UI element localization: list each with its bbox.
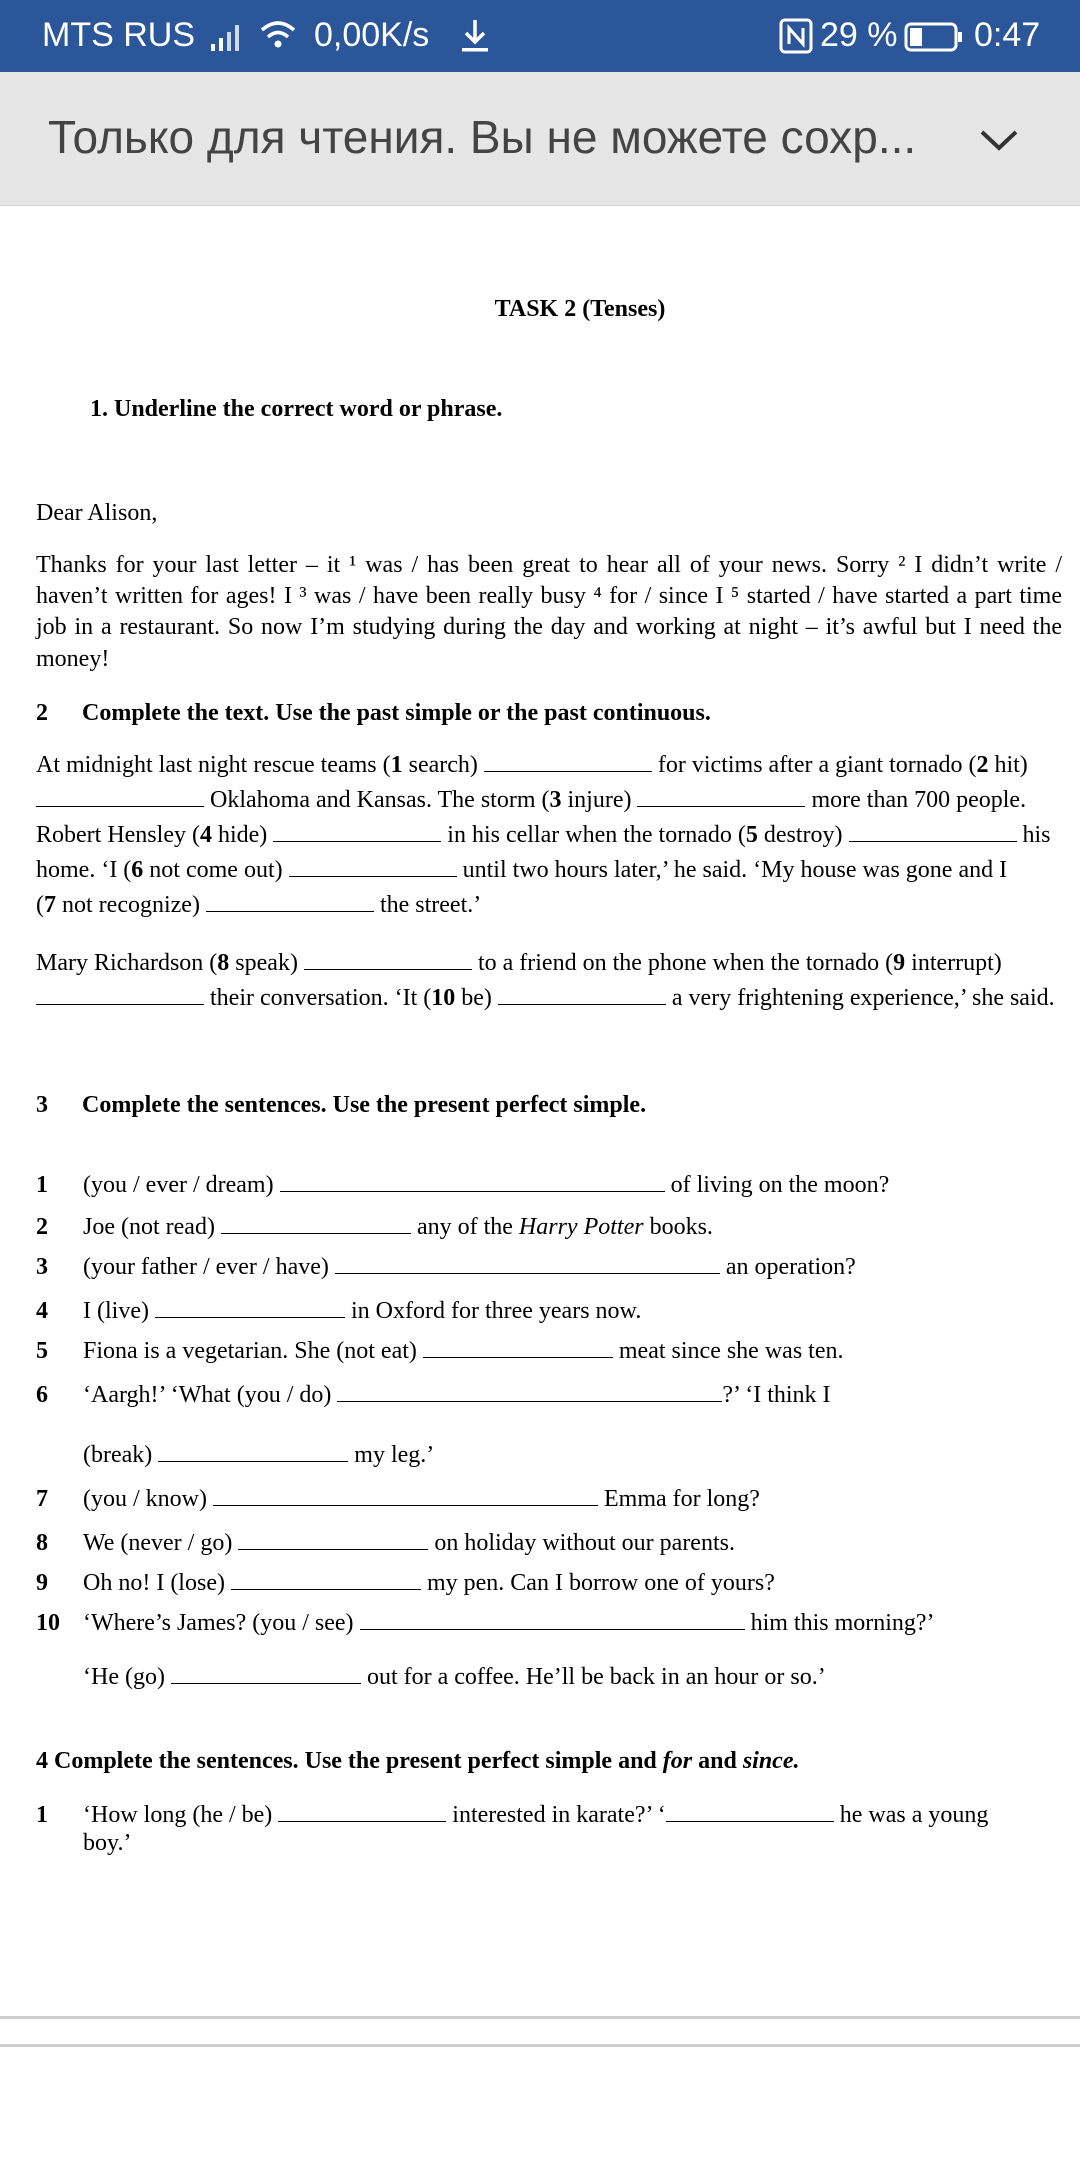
answer-blank xyxy=(213,1484,598,1506)
item-number: 9 xyxy=(36,1570,48,1596)
list-item xyxy=(36,1380,831,1411)
battery-icon xyxy=(904,22,964,52)
list-item-continuation xyxy=(83,1828,131,1859)
text: of living on the moon? xyxy=(664,1172,890,1198)
answer-blank xyxy=(221,1212,411,1234)
answer-blank xyxy=(231,1568,421,1590)
item-number: 4 xyxy=(199,822,212,848)
text: Emma for long? xyxy=(597,1486,760,1512)
answer-blank xyxy=(280,1170,665,1192)
clock: 0:47 xyxy=(974,16,1041,54)
text: his xyxy=(1016,822,1051,848)
list-item-continuation xyxy=(83,1662,826,1693)
item-number: 8 xyxy=(36,1530,48,1556)
text: in his cellar when the tornado ( xyxy=(441,822,746,848)
list-item xyxy=(36,1296,641,1327)
list-item xyxy=(36,1212,713,1243)
text: 4 Complete the sentences. Use the present perfect simple and xyxy=(36,1748,663,1774)
text: hit) xyxy=(988,752,1028,778)
item-number: 3 xyxy=(36,1254,48,1280)
text: speak) xyxy=(229,950,304,976)
list-item xyxy=(36,1608,935,1639)
text-line xyxy=(36,750,1028,781)
keyword: since. xyxy=(742,1748,800,1774)
text-line xyxy=(36,983,1055,1014)
list-item xyxy=(36,1336,843,1367)
exercise-title: Complete the text. Use the past simple or the past continuous. xyxy=(82,700,711,726)
item-number: 7 xyxy=(44,892,56,918)
text: books. xyxy=(643,1214,713,1240)
answer-blank xyxy=(304,948,472,970)
text: (break) xyxy=(83,1442,159,1468)
text: not recognize) xyxy=(56,892,206,918)
text: ?’ ‘I think I xyxy=(722,1382,831,1408)
text: my pen. Can I borrow one of yours? xyxy=(420,1570,775,1596)
page-divider xyxy=(0,2044,1080,2047)
text: (you / know) xyxy=(83,1486,213,1512)
text: be) xyxy=(455,985,498,1011)
network-speed: 0,00K/s xyxy=(314,16,430,54)
text: meat since she was ten. xyxy=(612,1338,844,1364)
text: a very frightening experience,’ she said. xyxy=(665,985,1055,1011)
exercise-title: Complete the sentences. Use the present perfect simple. xyxy=(82,1092,647,1118)
text: interrupt) xyxy=(905,950,1002,976)
answer-blank xyxy=(360,1608,745,1630)
text-line xyxy=(36,785,1026,816)
text: an operation? xyxy=(719,1254,856,1280)
exercise-number: 3 xyxy=(36,1092,48,1118)
exercise-4-heading xyxy=(36,1746,800,1777)
list-item xyxy=(36,1252,856,1283)
answer-blank xyxy=(484,750,652,772)
chevron-down-icon[interactable] xyxy=(974,120,1024,160)
text-line xyxy=(36,948,1002,979)
text: Robert Hensley ( xyxy=(36,822,200,848)
status-bar xyxy=(0,0,1080,72)
text: until two hours later,’ he said. ‘My house was gone and I xyxy=(456,857,1008,883)
text: ‘Where’s James? (you / see) xyxy=(83,1610,360,1636)
text: destroy) xyxy=(757,822,849,848)
list-item xyxy=(36,1528,735,1559)
keyword: for xyxy=(662,1748,693,1774)
signal-icon xyxy=(210,20,246,52)
page-divider xyxy=(0,2016,1080,2019)
item-number: 9 xyxy=(893,950,906,976)
text: my leg.’ xyxy=(348,1442,435,1468)
text: ‘Aargh!’ ‘What (you / do) xyxy=(83,1382,338,1408)
list-item xyxy=(36,1484,760,1515)
item-number: 5 xyxy=(36,1338,48,1364)
document-title: TASK 2 (Tenses) xyxy=(494,296,666,322)
text: Oklahoma and Kansas. The storm ( xyxy=(204,787,550,813)
document-page[interactable] xyxy=(0,206,1080,2016)
answer-blank xyxy=(337,1380,722,1402)
item-number: 5 xyxy=(745,822,758,848)
text: not come out) xyxy=(143,857,289,883)
answer-blank xyxy=(335,1252,720,1274)
text: Fiona is a vegetarian. She (not eat) xyxy=(83,1338,423,1364)
text-line xyxy=(36,890,481,921)
text: the street.’ xyxy=(373,892,482,918)
text: home. ‘I ( xyxy=(36,857,132,883)
book-title: Harry Potter xyxy=(518,1214,644,1240)
text-line xyxy=(36,855,1007,886)
text: out for a coffee. He’ll be back in an hour or so.’ xyxy=(360,1664,826,1690)
answer-blank xyxy=(637,785,805,807)
answer-blank xyxy=(849,820,1017,842)
text: in Oxford for three years now. xyxy=(344,1298,642,1324)
item-number: 6 xyxy=(131,857,144,883)
answer-blank xyxy=(155,1296,345,1318)
answer-blank xyxy=(171,1662,361,1684)
item-number: 1 xyxy=(36,1802,48,1828)
text: Mary Richardson ( xyxy=(36,950,218,976)
text: (you / ever / dream) xyxy=(83,1172,280,1198)
wifi-icon xyxy=(258,16,298,54)
text: and xyxy=(692,1748,743,1774)
exercise-1-heading: 1. Underline the correct word or phrase. xyxy=(90,396,503,422)
text: I (live) xyxy=(83,1298,155,1324)
list-item xyxy=(36,1170,889,1201)
item-number: 8 xyxy=(217,950,230,976)
text: more than 700 people. xyxy=(805,787,1027,813)
answer-blank xyxy=(36,785,204,807)
text: injure) xyxy=(561,787,638,813)
text: (your father / ever / have) xyxy=(83,1254,335,1280)
text: At midnight last night rescue teams ( xyxy=(36,752,391,778)
text: ‘How long (he / be) xyxy=(83,1802,279,1828)
text: any of the xyxy=(410,1214,519,1240)
answer-blank xyxy=(289,855,457,877)
text: Oh no! I (lose) xyxy=(83,1570,231,1596)
answer-blank xyxy=(498,983,666,1005)
letter-salutation: Dear Alison, xyxy=(36,500,158,526)
carrier-name: MTS RUS xyxy=(42,16,195,54)
text: We (never / go) xyxy=(83,1530,239,1556)
read-only-message: Только для чтения. Вы не можете сохр... xyxy=(48,111,917,163)
answer-blank xyxy=(36,983,204,1005)
text: ( xyxy=(36,892,44,918)
item-number: 3 xyxy=(549,787,562,813)
answer-blank xyxy=(666,1800,834,1822)
text: on holiday without our parents. xyxy=(428,1530,735,1556)
text: hide) xyxy=(211,822,274,848)
item-number: 4 xyxy=(36,1298,48,1324)
exercise-2-heading xyxy=(36,698,711,729)
text: boy.’ xyxy=(83,1830,132,1856)
list-item xyxy=(36,1568,775,1599)
read-only-banner[interactable] xyxy=(0,72,1080,206)
battery-percent: 29 % xyxy=(820,16,898,54)
text: to a friend on the phone when the tornado ( xyxy=(471,950,894,976)
download-icon xyxy=(458,16,492,56)
text-line xyxy=(36,820,1051,851)
list-item-continuation xyxy=(83,1440,434,1471)
text: ‘He (go) xyxy=(83,1664,171,1690)
item-number: 1 xyxy=(36,1172,48,1198)
text: interested in karate?’ ‘ xyxy=(446,1802,666,1828)
item-number: 2 xyxy=(36,1214,48,1240)
item-number: 7 xyxy=(36,1486,48,1512)
list-item xyxy=(36,1800,988,1831)
text: their conversation. ‘It ( xyxy=(204,985,432,1011)
nfc-icon xyxy=(778,16,814,56)
text: for victims after a giant tornado ( xyxy=(651,752,977,778)
text: Joe (not read) xyxy=(83,1214,221,1240)
exercise-3-heading xyxy=(36,1090,646,1121)
item-number: 10 xyxy=(431,985,456,1011)
text: search) xyxy=(402,752,484,778)
exercise-number: 2 xyxy=(36,700,48,726)
answer-blank xyxy=(278,1800,446,1822)
answer-blank xyxy=(238,1528,428,1550)
item-number: 10 xyxy=(36,1610,60,1636)
letter-paragraph: Thanks for your last letter – it ¹ was / has been great to hear all of your news. Sorry ² I didn’t write / haven’t written for ages! I ³ was / have been really busy ⁴ for / since I ⁵ started / have started a part time job in a restaurant. So now I’m studying during the day and working at night – it’s awful but I need the money! xyxy=(36,552,1062,672)
answer-blank xyxy=(158,1440,348,1462)
answer-blank xyxy=(273,820,441,842)
text: him this morning?’ xyxy=(744,1610,935,1636)
item-number: 2 xyxy=(976,752,989,778)
answer-blank xyxy=(206,890,374,912)
answer-blank xyxy=(423,1336,613,1358)
item-number: 6 xyxy=(36,1382,48,1408)
item-number: 1 xyxy=(390,752,403,778)
text: he was a young xyxy=(833,1802,989,1828)
